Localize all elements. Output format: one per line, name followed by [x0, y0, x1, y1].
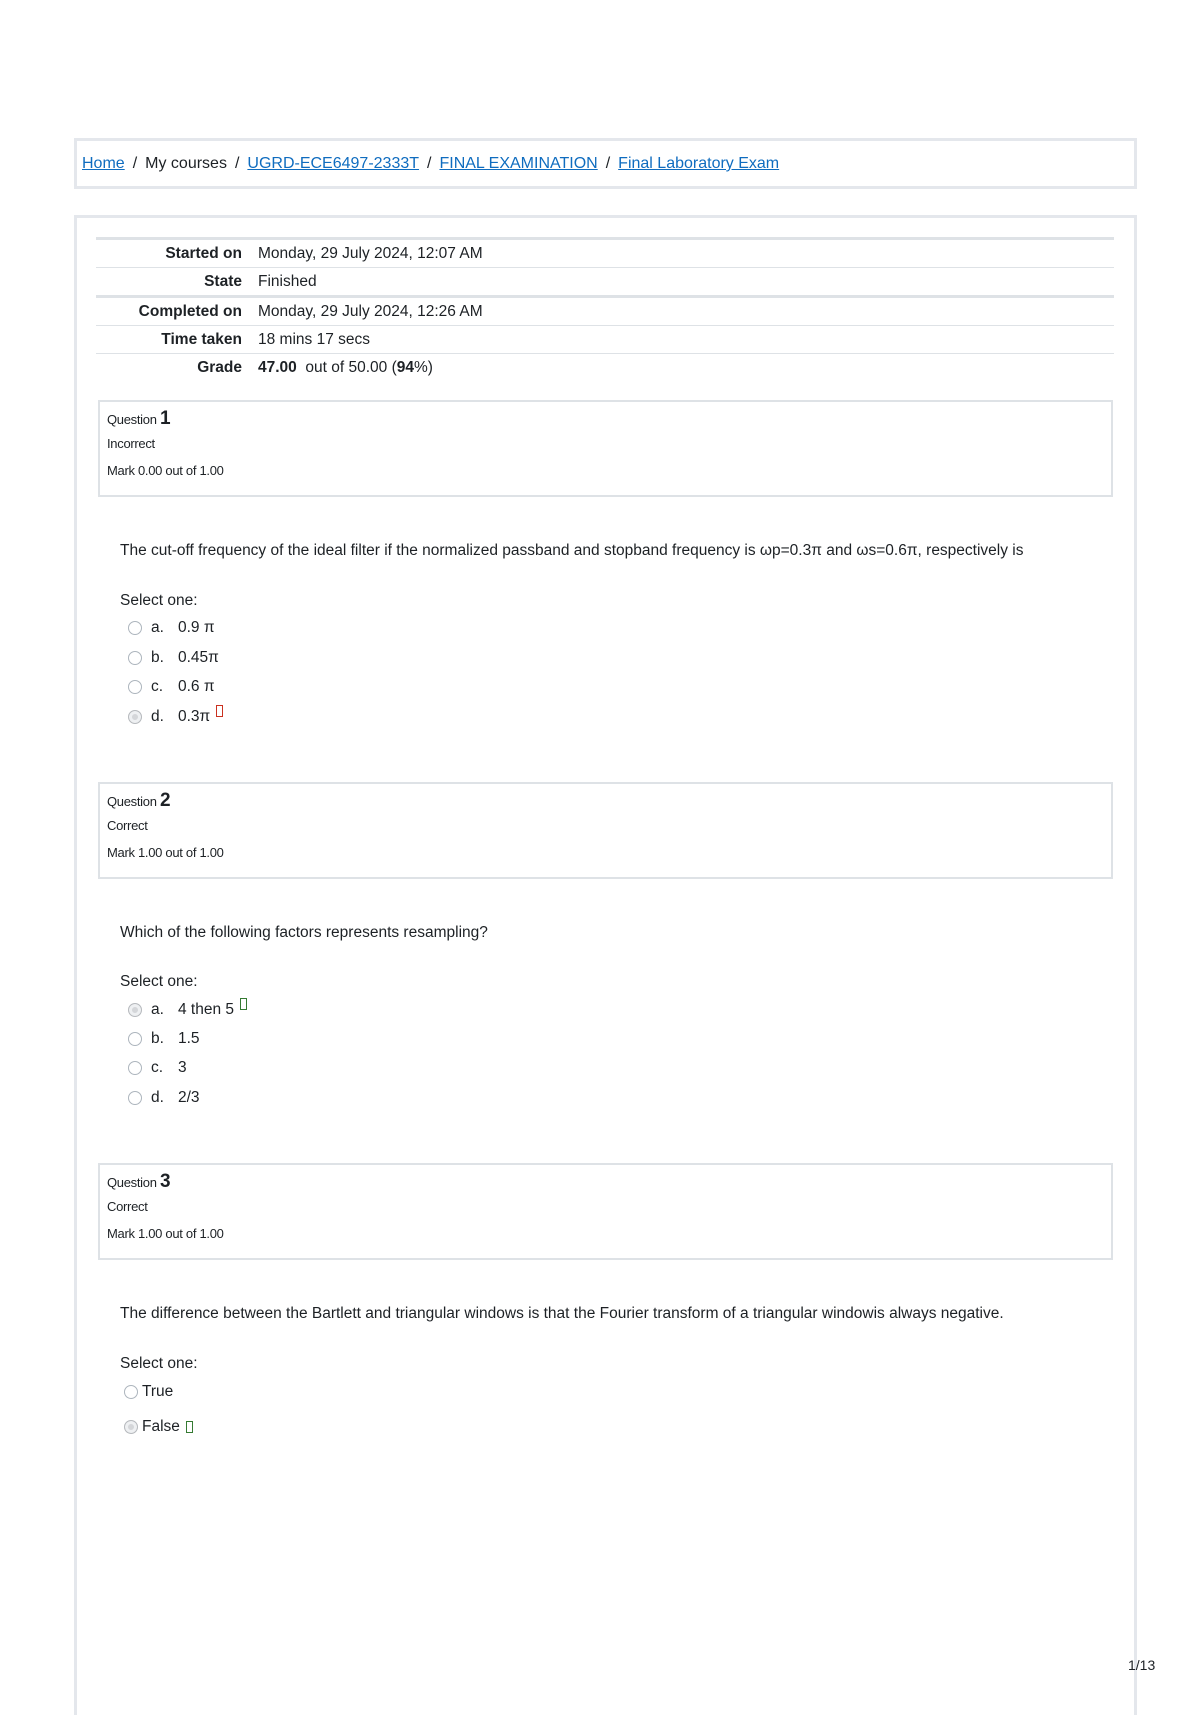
time-taken-value: 18 mins 17 secs	[258, 331, 370, 348]
state-value: Finished	[258, 273, 317, 290]
radio-button[interactable]	[128, 621, 142, 635]
correct-icon	[186, 1421, 193, 1433]
question-info-2	[98, 782, 1113, 879]
question-state: Correct	[107, 1199, 148, 1214]
answer-option-selected[interactable]	[128, 708, 223, 726]
radio-button-checked[interactable]	[128, 710, 142, 724]
select-one-prompt: Select one:	[120, 592, 198, 609]
started-on-value: Monday, 29 July 2024, 12:07 AM	[258, 245, 483, 262]
radio-button[interactable]	[128, 1091, 142, 1105]
option-text: 0.9 π	[178, 619, 215, 636]
option-letter: c.	[151, 1059, 164, 1076]
completed-on-value: Monday, 29 July 2024, 12:26 AM	[258, 303, 483, 320]
option-letter: b.	[151, 1030, 164, 1047]
question-info-3	[98, 1163, 1113, 1260]
question-text-2: Which of the following factors represents resampling?	[120, 924, 488, 941]
page-number: 1/13	[1128, 1657, 1156, 1673]
answer-option-selected[interactable]	[128, 1001, 247, 1019]
grade-out-of: out of 50.00 (	[305, 359, 397, 377]
question-text-3: The difference between the Bartlett and triangular windows is that the Fourier transform of a triangular windowis always negative.	[120, 1305, 1004, 1322]
radio-button[interactable]	[128, 651, 142, 665]
question-text-1: The cut-off frequency of the ideal filter if the normalized passband and stopband frequency is ωp=0.3π and ωs=0.6π, respectively is	[120, 542, 1024, 559]
option-letter: a.	[151, 1001, 164, 1018]
incorrect-icon	[216, 705, 223, 717]
option-text: 3	[178, 1059, 187, 1076]
answer-option[interactable]	[128, 678, 215, 696]
correct-icon	[240, 998, 247, 1010]
breadcrumb	[74, 138, 1137, 189]
grade-score: 47.00	[258, 359, 297, 377]
answer-option[interactable]	[128, 1030, 200, 1048]
breadcrumb-my-courses: My courses	[145, 155, 227, 172]
question-number: 3	[159, 1171, 171, 1192]
question-mark: Mark 1.00 out of 1.00	[107, 1226, 224, 1241]
grade-label: Grade	[197, 359, 242, 377]
answer-option[interactable]	[124, 1383, 173, 1401]
option-text: 0.6 π	[178, 678, 215, 695]
question-label: Question	[107, 794, 157, 809]
summary-row-time	[96, 326, 1114, 354]
radio-button[interactable]	[128, 1061, 142, 1075]
question-state: Correct	[107, 818, 148, 833]
option-text: 4 then 5	[178, 1001, 235, 1018]
option-letter: d.	[151, 1089, 164, 1106]
question-label: Question	[107, 412, 157, 427]
breadcrumb-separator: /	[234, 155, 240, 172]
breadcrumb-separator: /	[605, 155, 611, 172]
answer-option[interactable]	[128, 1089, 200, 1107]
breadcrumb-separator: /	[132, 155, 138, 172]
option-letter: d.	[151, 708, 164, 725]
select-one-prompt: Select one:	[120, 1355, 198, 1372]
state-label: State	[204, 273, 242, 290]
summary-row-started	[96, 239, 1114, 268]
started-on-label: Started on	[165, 245, 242, 262]
option-text: False	[142, 1418, 180, 1435]
question-label: Question	[107, 1175, 157, 1190]
question-mark: Mark 0.00 out of 1.00	[107, 463, 224, 478]
question-state: Incorrect	[107, 436, 155, 451]
breadcrumb-quiz-link[interactable]: Final Laboratory Exam	[618, 155, 780, 172]
breadcrumb-separator: /	[427, 155, 432, 172]
question-mark: Mark 1.00 out of 1.00	[107, 845, 224, 860]
breadcrumb-section-link[interactable]: FINAL EXAMINATION	[439, 155, 598, 172]
option-text: True	[142, 1383, 174, 1400]
question-info-1	[98, 400, 1113, 497]
summary-row-completed	[96, 297, 1114, 326]
option-letter: a.	[151, 619, 164, 636]
time-taken-label: Time taken	[161, 331, 242, 348]
breadcrumb-course-link[interactable]: UGRD-ECE6497-2333T	[247, 155, 420, 172]
completed-on-label: Completed on	[138, 303, 242, 320]
option-text: 2/3	[178, 1089, 200, 1106]
question-number: 2	[159, 790, 171, 811]
answer-option-selected[interactable]	[124, 1418, 193, 1436]
option-letter: c.	[151, 678, 164, 695]
option-text: 0.45π	[178, 649, 219, 666]
radio-button[interactable]	[124, 1385, 138, 1399]
grade-percent: 94	[396, 359, 415, 377]
summary-row-grade	[96, 354, 1114, 382]
attempt-summary-table	[96, 237, 1114, 382]
option-text: 1.5	[178, 1030, 200, 1047]
radio-button[interactable]	[128, 680, 142, 694]
select-one-prompt: Select one:	[120, 973, 198, 990]
answer-option[interactable]	[128, 1059, 187, 1077]
radio-button-checked[interactable]	[128, 1003, 142, 1017]
breadcrumb-home-link[interactable]: Home	[82, 155, 125, 172]
option-letter: b.	[151, 649, 164, 666]
grade-value	[254, 354, 1114, 382]
radio-button[interactable]	[128, 1032, 142, 1046]
question-number: 1	[159, 408, 171, 429]
option-text: 0.3π	[178, 708, 211, 725]
answer-option[interactable]	[128, 649, 219, 667]
answer-option[interactable]	[128, 619, 215, 637]
summary-row-state	[96, 268, 1114, 297]
grade-percent-close: %)	[414, 359, 433, 377]
radio-button-checked[interactable]	[124, 1420, 138, 1434]
